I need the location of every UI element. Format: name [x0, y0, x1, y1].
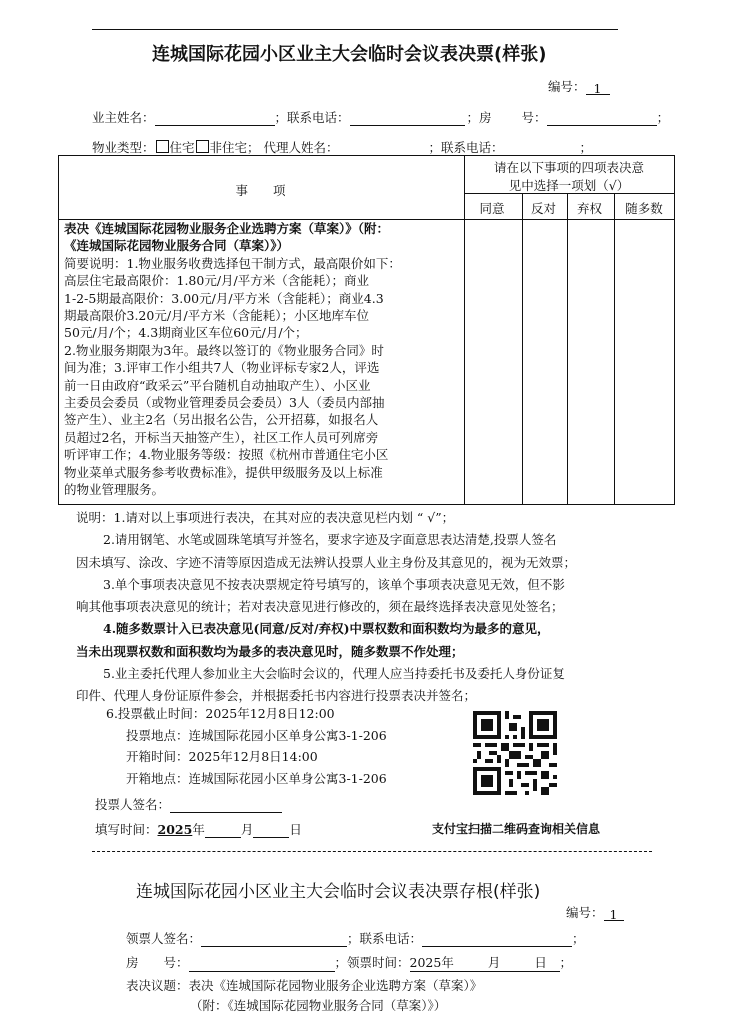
option-oppose: 反对: [530, 201, 556, 216]
residential-checkbox[interactable]: [156, 140, 169, 153]
item-body-line: 间为准；3.评审工作小组共7人（物业评标专家2人，评选: [64, 360, 380, 376]
stub-receive-month: 月: [487, 955, 501, 970]
item-title-line1: 表决《连城国际花园物业服务企业选聘方案（草案）》（附：: [64, 221, 390, 236]
owner-info-row: [92, 108, 669, 126]
item-body-line: 50元/月/个；4.3期商业区车位60元/月/个；: [64, 325, 308, 341]
option-follow-majority: 随多数: [625, 201, 663, 216]
item-body-line: 听评审工作；4.物业服务等级：按照《杭州市普通住宅小区: [64, 447, 389, 463]
vote-cell-oppose[interactable]: [522, 219, 565, 503]
option-agree: 同意: [479, 201, 505, 216]
semicolon: ；: [656, 110, 670, 125]
vote-cell-abstain[interactable]: [567, 219, 612, 503]
voter-sign-label: 投票人签名：: [95, 797, 171, 812]
choose-instruction-line1: 请在以下事项的四项表决意: [493, 160, 644, 175]
matter-content: [64, 220, 460, 499]
item-body-line: 2.物业服务期限为3年。最终以签订的《物业服务合同》时: [64, 342, 384, 358]
stub-recipient-label: 领票人签名：: [126, 931, 202, 946]
note-6b: 投票地点：连城国际花园小区单身公寓3-1-206: [126, 728, 387, 743]
voter-sign-field[interactable]: [170, 799, 282, 813]
cut-line: [92, 851, 652, 852]
option-abstain: 弃权: [576, 201, 602, 216]
note-4b: 当未出现票权数和面积数均为最多的表决意见时，随多数票不作处理；: [76, 643, 464, 659]
fill-time-label: 填写时间：: [95, 822, 158, 837]
item-body-line: 期最高限价3.20元/月/平方米（含能耗）；小区地库车位: [64, 308, 370, 324]
ballot-title: 连城国际花园小区业主大会临时会议表决票(样张): [152, 44, 547, 65]
stub-phone-field[interactable]: [422, 933, 572, 947]
year-unit: 年: [192, 822, 205, 837]
top-rule: [92, 29, 618, 30]
item-body-line: 前一日由政府“政采云”平台随机自动抽取产生）、小区业: [64, 377, 371, 393]
item-body-line: 的物业管理服务。: [64, 482, 165, 498]
semicolon: ；: [579, 140, 593, 155]
stub-recipient-field[interactable]: [201, 933, 347, 947]
qr-caption: 支付宝扫描二维码查询相关信息: [432, 822, 601, 836]
stub-serial: [566, 903, 624, 921]
fill-month-field[interactable]: [205, 824, 241, 838]
item-body-line: 签产生）、业主2名（另出报名公告，公开招募，如报名人: [64, 412, 379, 428]
owner-phone-field[interactable]: [350, 112, 465, 126]
stub-room-label: 房 号：: [126, 955, 189, 970]
stub-room-field[interactable]: [189, 958, 335, 972]
note-5a: 5.业主委托代理人参加业主大会临时会议的，代理人应当持委托书及委托人身份证复: [103, 666, 565, 682]
month-unit: 月: [240, 822, 254, 837]
stub-phone-label: ；联系电话：: [347, 931, 423, 946]
agent-name-field[interactable]: [339, 142, 429, 156]
stub-receive-year: 2025年: [409, 955, 454, 970]
note-2b: 因未填写、涂改、字迹不清等原因造成无法辨认投票人业主身份及其意见的，视为无效票；: [76, 554, 577, 570]
note-6c: 开箱时间：2025年12月8日14:00: [126, 749, 318, 764]
room-label: ；房: [466, 110, 492, 125]
item-body-line: 主委员会委员（或物业管理委员会委员）3人（委员内部抽: [64, 395, 385, 411]
stub-receive-time-label: ；领票时间：: [334, 955, 410, 970]
agent-phone-field[interactable]: [504, 142, 580, 156]
vote-cell-agree[interactable]: [464, 219, 520, 503]
note-3a: 3.单个事项表决意见不按表决票规定符号填写的，该单个事项表决意见无效，但不影: [103, 576, 565, 592]
stub-room-row: [126, 953, 572, 972]
residential-label: 住宅: [169, 140, 195, 155]
note-4a: 4.随多数票计入已表决意见(同意/反对/弃权)中票权数和面积数均为最多的意见，: [103, 621, 550, 637]
notes: [76, 507, 676, 708]
stub-receive-day: 日: [534, 955, 547, 970]
item-body-line: 物业菜单式服务参考收费标准》，提供甲级服务及以上标准: [64, 464, 383, 480]
day-unit: 日: [289, 822, 302, 837]
fill-time-row: [95, 820, 302, 838]
serial-number: [548, 77, 610, 95]
semicolon: ；: [559, 955, 573, 970]
note-2a: 2.请用钢笔、水笔或圆珠笔填写并签名，要求字迹及字面意思表达清楚,投票人签名: [103, 532, 557, 548]
owner-name-label: 业主姓名：: [92, 110, 155, 125]
serial-label: 编号：: [548, 79, 586, 94]
stub-receive-time-field[interactable]: [410, 953, 560, 972]
non-residential-checkbox[interactable]: [196, 140, 209, 153]
vote-cell-follow-majority[interactable]: [614, 219, 674, 503]
item-body-line: 员超过2名，开标当天抽签产生），社区工作人员可列席旁: [64, 429, 379, 445]
property-type-row: [92, 138, 592, 156]
agent-name-label: ； 代理人姓名：: [247, 140, 339, 155]
stub-serial-label: 编号：: [566, 905, 604, 920]
fill-year: 2025: [157, 822, 193, 837]
property-type-label: 物业类型：: [92, 140, 155, 155]
stub-topic-line2: （附：《连城国际花园物业服务合同（草案）》）: [190, 998, 447, 1013]
item-body-line: 高层住宅最高限价：1.80元/月/平方米（含能耗）；商业: [64, 273, 370, 289]
stub-recipient-row: [126, 929, 585, 947]
item-body-line: 简要说明：1.物业服务收费选择包干制方式，最高限价如下：: [64, 255, 401, 271]
room-label-suffix: 号：: [521, 110, 547, 125]
stub-topic-line1: 表决议题：表决《连城国际花园物业服务企业选聘方案（草案）》: [126, 978, 483, 993]
voter-sign-row: [95, 795, 282, 813]
choose-instruction-line2: 见中选择一项划（√）: [508, 178, 630, 193]
note-3b: 响其他事项表决意见的统计；若对表决意见进行修改的，须在最终选择表决意见处签名；: [76, 599, 564, 615]
stub-serial-value: 1: [604, 907, 624, 921]
owner-phone-label: ；联系电话：: [274, 110, 350, 125]
stub-title: 连城国际花园小区业主大会临时会议表决票存根(样张): [136, 882, 541, 902]
matter-header: 事 项: [235, 183, 286, 198]
non-residential-label: 非住宅: [209, 140, 248, 155]
serial-value: 1: [586, 81, 610, 95]
note-1: 说明：1.请对以上事项进行表决，在其对应的表决意见栏内划 “ √”；: [76, 510, 455, 525]
fill-day-field[interactable]: [253, 824, 289, 838]
note-6d: 开箱地点：连城国际花园小区单身公寓3-1-206: [126, 771, 387, 786]
item-body-line: 1-2-5期最高限价：3.00元/月/平方米（含能耗）；商业4.3: [64, 290, 384, 306]
semicolon: ；: [572, 931, 585, 946]
item-title-line2: 《连城国际花园物业服务合同（草案）》）: [64, 238, 290, 254]
note-6a: 6.投票截止时间：2025年12月8日12:00: [106, 706, 335, 721]
qr-code-icon: [473, 711, 557, 795]
room-field[interactable]: [547, 112, 657, 126]
agent-phone-label: ；联系电话：: [428, 140, 504, 155]
owner-name-field[interactable]: [155, 112, 275, 126]
note-5b: 印件、代理人身份证原件参会，并根据委托书内容进行投票表决并签名；: [76, 688, 477, 704]
